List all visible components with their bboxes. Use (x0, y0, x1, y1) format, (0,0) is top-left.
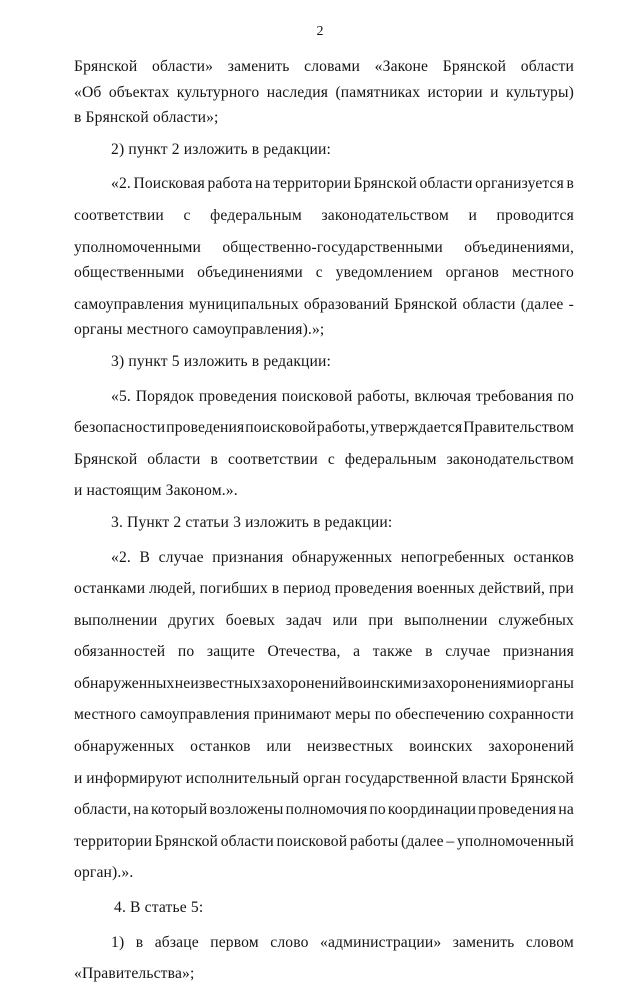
word: непогребенных (400, 548, 505, 566)
word: законодательством (446, 450, 574, 468)
text-line (74, 702, 574, 728)
word: абзаце (154, 933, 199, 951)
word: «администрации» (320, 933, 442, 951)
word: Брянской (442, 58, 507, 75)
word: 1) (111, 933, 125, 951)
word: период (283, 580, 331, 598)
word: по (369, 801, 386, 819)
word: заменить (227, 58, 290, 75)
word: координации (387, 801, 477, 819)
word: проведения (478, 801, 557, 819)
word: культурного (176, 83, 260, 101)
word: утверждается (370, 419, 463, 437)
word: обеспечению (395, 706, 485, 724)
word: обнаруженных (291, 548, 393, 566)
word: Брянской (154, 832, 219, 850)
word: «2. (111, 175, 131, 193)
word: - (568, 295, 574, 313)
word: области (220, 832, 274, 850)
word: – (446, 832, 455, 850)
word: сохранности (488, 706, 574, 724)
word: военных (416, 580, 475, 598)
word: и (74, 769, 83, 787)
word: власти (461, 769, 507, 787)
word: области (147, 450, 201, 468)
word: культуры) (505, 83, 574, 101)
word: боевых (225, 611, 276, 629)
word: захоронений (261, 674, 348, 692)
word: воинскими (347, 674, 422, 692)
text-line (74, 734, 574, 760)
word: «Об (74, 83, 102, 101)
word: Брянской (74, 450, 138, 468)
text-line: 3. Пункт 2 статьи 3 изложить в редакции: (111, 513, 393, 531)
word: уполномоченный (456, 832, 574, 850)
word: захоронений (488, 738, 574, 756)
text-line: 2) пункт 2 изложить в редакции: (111, 140, 332, 158)
word: в (566, 175, 574, 193)
word: останков (513, 548, 574, 566)
word: проведения (198, 387, 277, 405)
word: Брянской (394, 295, 458, 313)
word: уполномоченными (74, 238, 202, 256)
word: области (520, 58, 574, 75)
word: муниципальных (188, 295, 299, 313)
word: первом (210, 933, 259, 951)
word: проведения (166, 419, 245, 437)
word: органы (525, 674, 574, 692)
text-line (74, 235, 574, 261)
text-line (74, 260, 574, 286)
word: работы, (316, 419, 370, 437)
word: общественными (74, 264, 185, 282)
word: или (332, 611, 358, 629)
word: задач (285, 611, 322, 629)
text-line (74, 829, 574, 855)
word: воинских (409, 738, 473, 756)
word: словами (304, 58, 360, 75)
word: и (468, 206, 477, 224)
word: объединениями (197, 264, 303, 282)
page-number: 2 (316, 24, 324, 39)
word: захоронениями (422, 674, 525, 692)
word: требования (475, 387, 553, 405)
text-line: 4. В статье 5: (114, 899, 204, 917)
word: объектах (108, 83, 170, 101)
word: (далее (520, 295, 564, 313)
word: Правительством (463, 419, 574, 437)
text-line: в Брянской области»; (74, 109, 219, 127)
text-line (74, 447, 574, 473)
word: Поисковая (133, 175, 205, 193)
word: Отечества, (267, 643, 341, 661)
word: при (368, 611, 394, 629)
word: объединениями, (464, 238, 574, 256)
word: в (425, 643, 433, 661)
word: на (133, 801, 149, 819)
word: Порядок (135, 387, 195, 405)
word: выполнении (404, 611, 488, 629)
text-line (74, 608, 574, 634)
word: организуется (475, 175, 564, 193)
word: неизвестных (174, 674, 262, 692)
word: по (374, 706, 392, 724)
word: обязанностей (74, 643, 166, 661)
text-line (74, 797, 574, 823)
word: неизвестных (307, 738, 394, 756)
word: законодательством (321, 206, 449, 224)
word: самоуправления (74, 295, 184, 313)
word: работы, (357, 387, 410, 405)
text-line (74, 171, 574, 197)
word: наследия (266, 83, 329, 101)
word: общественно-государственными (222, 238, 443, 256)
word: области (419, 175, 473, 193)
text-line (74, 671, 574, 697)
word: Брянской (510, 769, 574, 787)
word: «Законе (374, 58, 429, 75)
word: полномочия (285, 801, 368, 819)
word: территории (273, 175, 352, 193)
text-line: «Правительства»; (74, 965, 195, 983)
word: по (177, 643, 195, 661)
word: защите (206, 643, 255, 661)
word: с (183, 206, 191, 224)
word: истории (427, 83, 483, 101)
word: словом (525, 933, 574, 951)
word: случае (158, 548, 204, 566)
word: возложены (209, 801, 284, 819)
word: работы (349, 832, 399, 850)
word: признания (502, 643, 574, 661)
word: на (558, 801, 574, 819)
word: проводится (496, 206, 574, 224)
word: на (255, 175, 271, 193)
word: обнаруженных (74, 674, 175, 692)
word: работа (207, 175, 253, 193)
word: с (327, 450, 335, 468)
text-line (74, 415, 574, 441)
word: соответствии (74, 206, 164, 224)
word: Брянской (74, 58, 138, 75)
word: действий, (478, 580, 546, 598)
word: (далее (400, 832, 444, 850)
word: В (139, 548, 151, 566)
word: признания (212, 548, 284, 566)
word: федеральным (344, 450, 437, 468)
word: также (372, 643, 413, 661)
word: поисковой (276, 832, 348, 850)
word: области, (74, 801, 132, 819)
word: соответствии (227, 450, 318, 468)
word: людей, (149, 580, 196, 598)
word: самоуправления (140, 706, 250, 724)
word: государственной (344, 769, 459, 787)
word: Брянской (353, 175, 417, 193)
word: включая (414, 387, 472, 405)
text-line (74, 384, 574, 410)
word: с (315, 264, 323, 282)
text-line (74, 766, 574, 792)
text-line: и настоящим Законом.». (74, 482, 238, 500)
word: останков (190, 738, 251, 756)
word: обнаруженных (74, 738, 175, 756)
word: области» (152, 58, 214, 75)
word: при (548, 580, 574, 598)
word: останками (74, 580, 146, 598)
word: органов (445, 264, 500, 282)
text-line (74, 930, 574, 956)
word: проведения (334, 580, 413, 598)
word: который (150, 801, 208, 819)
word: в (271, 580, 280, 598)
word: а (353, 643, 361, 661)
text-line (74, 80, 574, 106)
word: погибших (199, 580, 268, 598)
word: или (266, 738, 292, 756)
word: других (168, 611, 215, 629)
text-line (74, 639, 574, 665)
text-line (74, 545, 574, 571)
word: «2. (111, 548, 131, 566)
word: принимают (253, 706, 332, 724)
word: заменить (452, 933, 515, 951)
word: информируют (86, 769, 182, 787)
word: местного (74, 706, 137, 724)
text-line (74, 576, 574, 602)
document-body (74, 54, 574, 987)
word: безопасности (74, 419, 166, 437)
word: (памятниках (335, 83, 421, 101)
word: и (490, 83, 499, 101)
word: территории (74, 832, 153, 850)
word: поисковой (281, 387, 353, 405)
word: выполнении (74, 611, 158, 629)
text-line: органы местного самоуправления).»; (74, 321, 325, 339)
text-line (74, 292, 574, 318)
text-line: орган).». (74, 864, 134, 882)
text-line (74, 54, 574, 80)
word: федеральным (210, 206, 302, 224)
word: местного (511, 264, 574, 282)
word: меры (335, 706, 371, 724)
word: по (557, 387, 574, 405)
word: слово (270, 933, 309, 951)
word: уведомлением (335, 264, 433, 282)
word: поисковой (245, 419, 316, 437)
word: орган (303, 769, 342, 787)
word: области (462, 295, 516, 313)
word: в (135, 933, 144, 951)
word: образований (303, 295, 389, 313)
text-line: 3) пункт 5 изложить в редакции: (111, 352, 332, 370)
word: «5. (111, 387, 131, 405)
word: случае (445, 643, 491, 661)
word: исполнительный (185, 769, 300, 787)
text-line (74, 203, 574, 229)
word: служебных (498, 611, 574, 629)
word: в (210, 450, 218, 468)
